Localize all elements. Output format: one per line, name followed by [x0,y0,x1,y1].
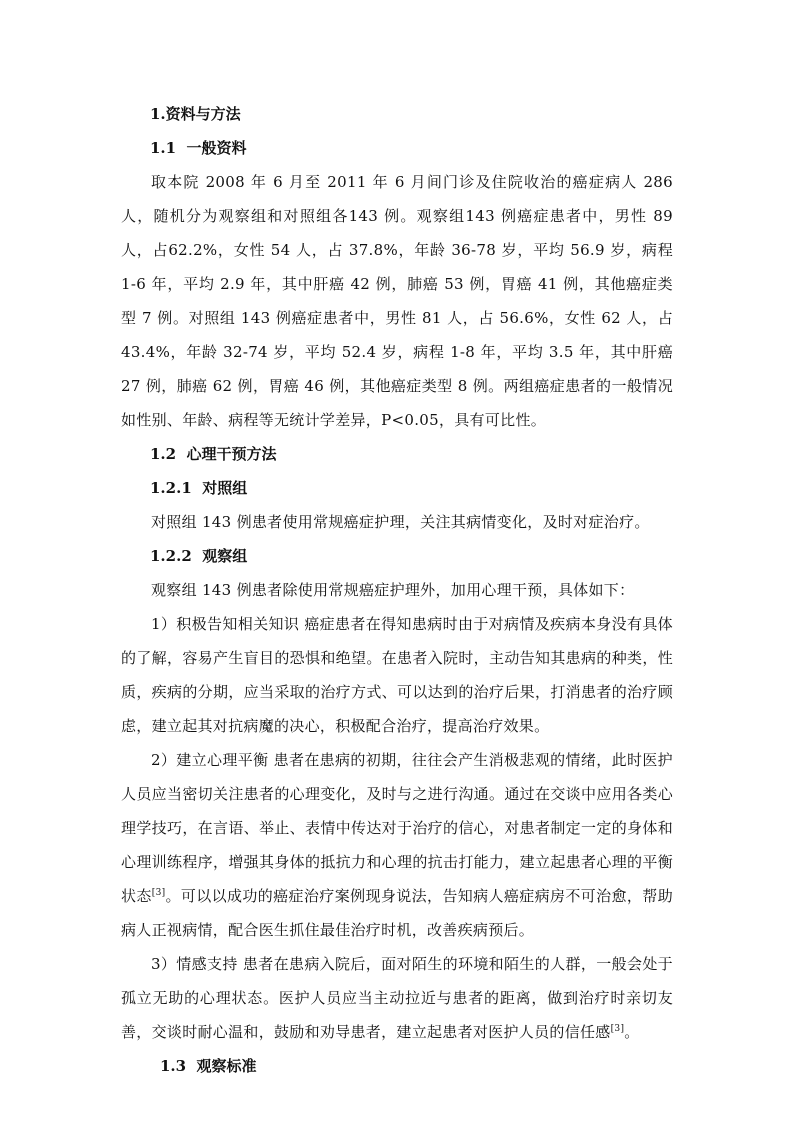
item-2-text-a: 2）建立心理平衡 患者在患病的初期，往往会产生消极悲观的情绪，此时医护人员应当密切关注患者的心理变化，及时与之进行沟通。通过在交谈中应用各类心理学技巧，在言语、举止、表情中传达对于治疗的信心，对患者制定一定的身体和心理训练程序，增强其身体的抵抗力和心理的抗击打能力，建立起患者心理的平衡状态 [121,751,673,905]
control-group-paragraph: 对照组 143 例患者使用常规癌症护理，关注其病情变化，及时对症治疗。 [151,513,650,531]
general-info-paragraph: 取本院 2008 年 6 月至 2011 年 6 月间门诊及住院收治的癌症病人 286 人，随机分为观察组和对照组各143 例。观察组143 例癌症患者中，男性 89 人，占62.2%，女性 54 人，占 37.8%，年龄 36-78 岁，平均 56.9 岁，病程 1-6 年，平均 2.9 年，其中肝癌 42 例，肺癌 53 例，胃癌 41 例，其他癌症类型 7 例。对照组 143 例癌症患者中，男性 81 人，占 56.6%，女性 62 人，占 43.4%，年龄 32-74 岁，平均 52.4 岁，病程 1-8 年，平均 3.5 年，其中肝癌 27 例，肺癌 62 例，胃癌 46 例，其他癌症类型 8 例。两组癌症患者的一般情况如性别、年龄、病程等无统计学差异，P<0.05，具有可比性。 [121,173,673,429]
section-heading-1-2: 1.2 心理干预方法 [150,445,277,463]
item-3-text-a: 3）情感支持 患者在患病入院后，面对陌生的环境和陌生的人群，一般会处于孤立无助的心理状态。医护人员应当主动拉近与患者的距离，做到治疗时亲切友善，交谈时耐心温和，鼓励和劝导患者，建立起患者对医护人员的信任感 [121,955,673,1041]
item-3-text-b: 。 [624,1023,640,1041]
observation-group-intro: 观察组 143 例患者除使用常规癌症护理外，加用心理干预，具体如下： [151,581,635,599]
section-heading-1-2-1: 1.2.1 对照组 [150,479,248,497]
section-heading-1-3: 1.3 观察标准 [160,1057,257,1075]
section-heading-1: 1.资料与方法 [150,105,241,123]
section-heading-1-1: 1.1 一般资料 [150,139,247,157]
citation-ref: [3] [610,1024,625,1034]
document-page [121,97,673,1083]
section-heading-1-2-2: 1.2.2 观察组 [150,547,248,565]
item-2-text-b: 。可以以成功的癌症治疗案例现身说法，告知病人癌症病房不可治愈，帮助病人正视病情，配合医生抓住最佳治疗时机，改善疾病预后。 [121,887,673,939]
intervention-item-3 [121,947,673,1049]
intervention-item-2 [121,743,673,947]
citation-ref: [3] [151,888,166,898]
intervention-item-1: 1）积极告知相关知识 癌症患者在得知患病时由于对病情及疾病本身没有具体的了解，容易产生盲目的恐惧和绝望。在患者入院时，主动告知其患病的种类，性质，疾病的分期，应当采取的治疗方式、可以达到的治疗后果，打消患者的治疗顾虑，建立起其对抗病魔的决心，积极配合治疗，提高治疗效果。 [121,615,673,735]
